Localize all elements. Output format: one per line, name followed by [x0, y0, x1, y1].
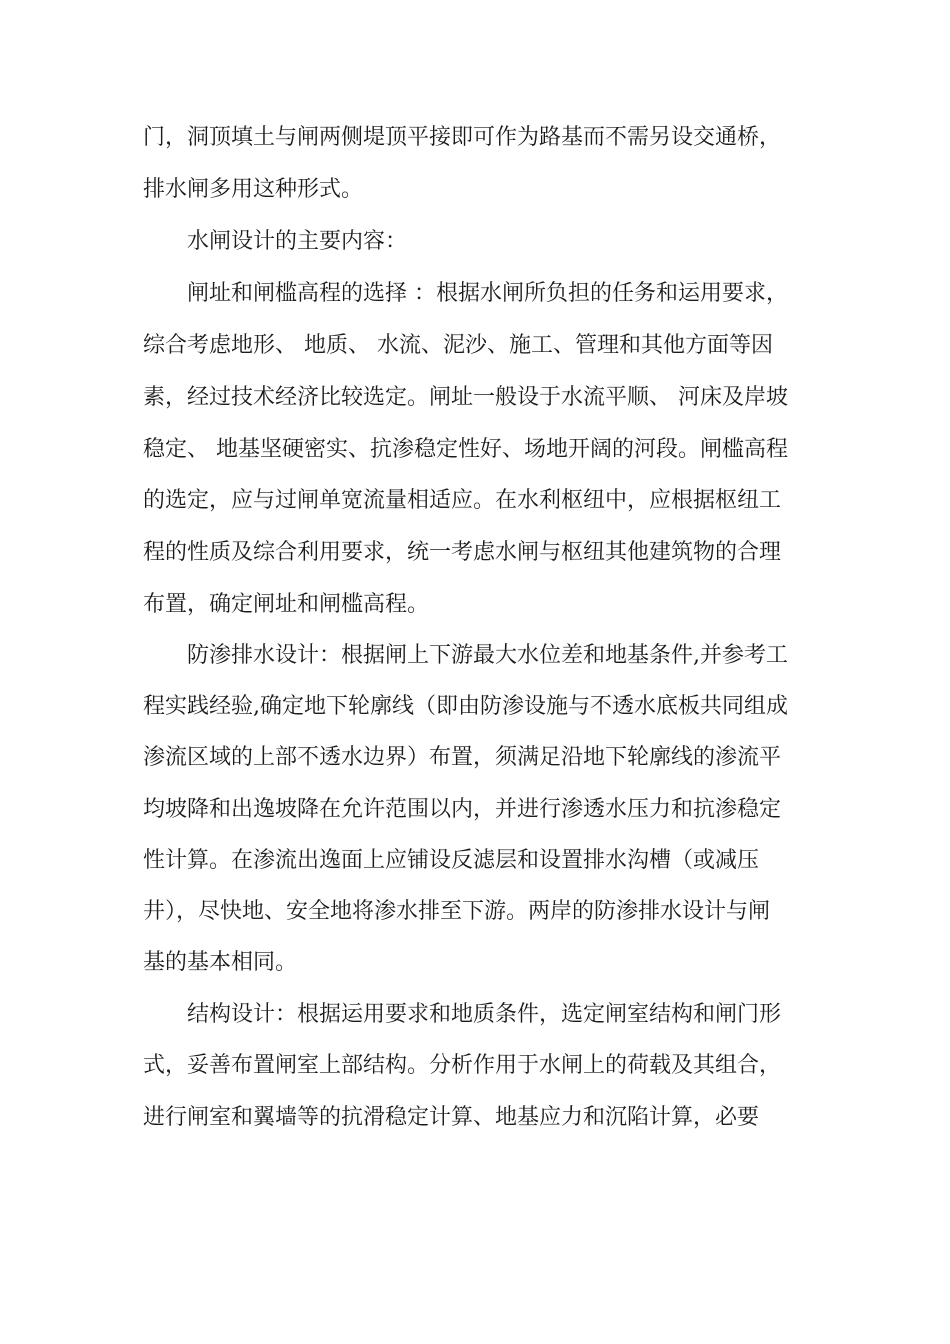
text-line: 闸址和闸槛高程的选择 ：根据水闸所负担的任务和运用要求，: [187, 281, 788, 306]
section-heading: 水闸设计的主要内容：: [187, 229, 408, 254]
text-line: 布置，确定闸址和闸槛高程。: [143, 592, 430, 617]
text-line: 性计算。在渗流出逸面上应铺设反滤层和设置排水沟槽（或减压: [143, 848, 760, 873]
text-line: 综合考虑地形、 地质、 水流、泥沙、施工、管理和其他方面等因: [143, 333, 773, 358]
text-line: 结构设计：根据运用要求和地质条件，选定闸室结构和闸门形: [187, 1002, 782, 1027]
text-line: 程实践经验,确定地下轮廓线（即由防渗设施与不透水底板共同组成: [143, 694, 788, 719]
text-line: 进行闸室和翼墙等的抗滑稳定计算、地基应力和沉陷计算，必要: [143, 1105, 760, 1130]
text-line: 稳定、 地基坚硬密实、抗渗稳定性好、场地开阔的河段。闸槛高程: [143, 437, 788, 462]
text-line: 素，经过技术经济比较选定。闸址一般设于水流平顺、 河床及岸坡: [143, 385, 788, 410]
text-line: 渗流区域的上部不透水边界）布置，须满足沿地下轮廓线的渗流平: [143, 745, 782, 770]
text-line: 式，妥善布置闸室上部结构。分析作用于水闸上的荷载及其组合，: [143, 1053, 782, 1078]
text-line: 门，洞顶填土与闸两侧堤顶平接即可作为路基而不需另设交通桥，: [143, 125, 782, 150]
text-line: 防渗排水设计：根据闸上下游最大水位差和地基条件,并参考工: [187, 643, 788, 668]
text-line: 的选定，应与过闸单宽流量相适应。在水利枢纽中，应根据枢纽工: [143, 488, 782, 513]
text-line: 基的基本相同。: [143, 950, 298, 975]
text-line: 井），尽快地、安全地将渗水排至下游。两岸的防渗排水设计与闸: [143, 899, 771, 924]
text-line: 排水闸多用这种形式。: [143, 177, 364, 202]
text-line: 程的性质及综合利用要求，统一考虑水闸与枢纽其他建筑物的合理: [143, 540, 782, 565]
text-line: 均坡降和出逸坡降在允许范围以内，并进行渗透水压力和抗渗稳定: [143, 797, 782, 822]
